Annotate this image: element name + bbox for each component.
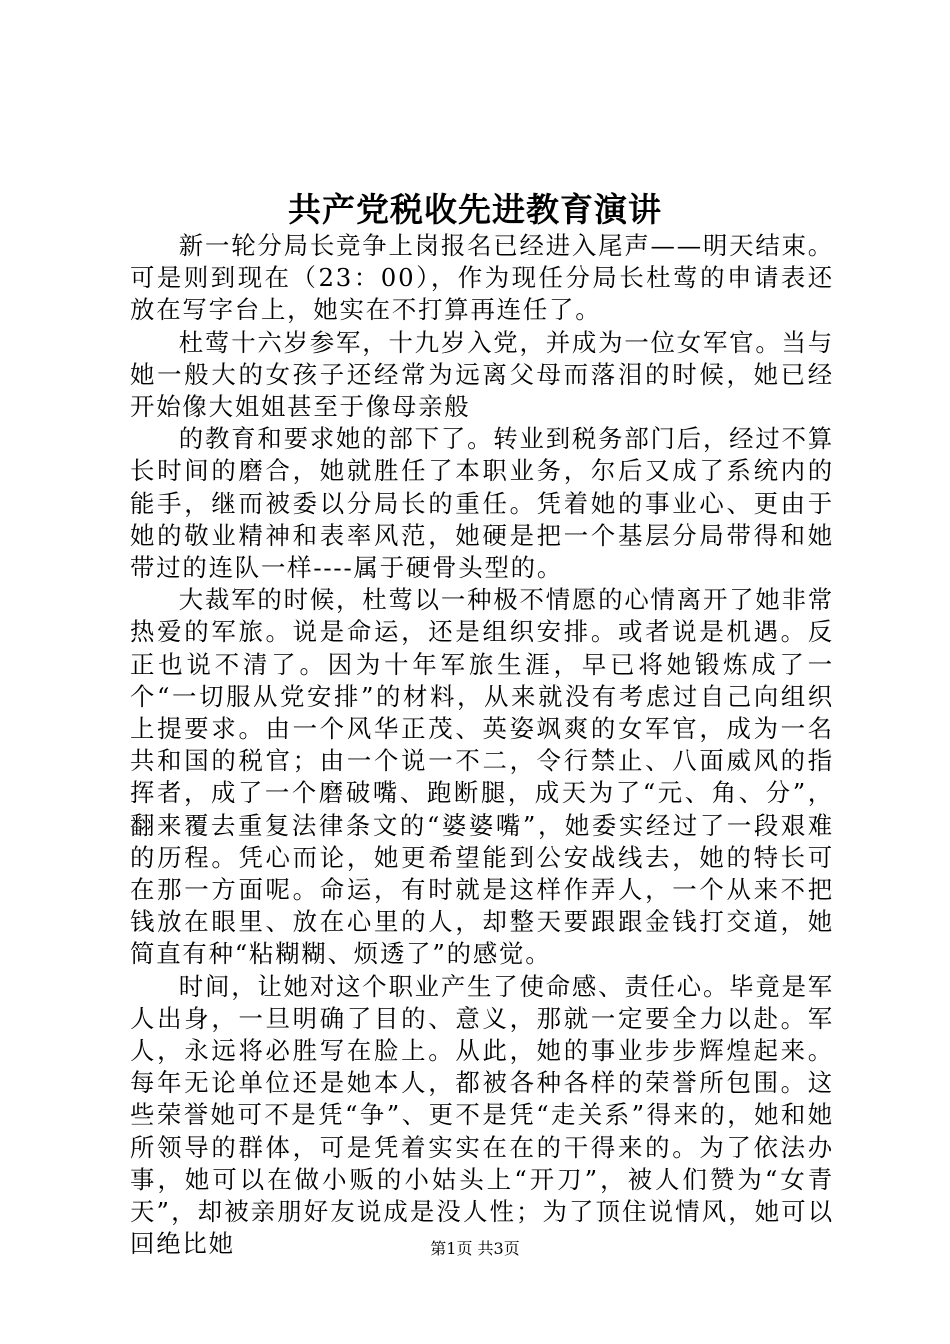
document-title: 共产党税收先进教育演讲	[288, 190, 662, 229]
paragraph: 新一轮分局长竞争上岗报名已经进入尾声——明天结束。可是则到现在（23：00），作为现任分局长杜莺的申请表还放在写字台上，她实在不打算再连任了。	[130, 231, 834, 325]
paragraph: 时间，让她对这个职业产生了使命感、责任心。毕竟是军人出身，一旦明确了目的、意义，那就一定要全力以赴。军人，永远将必胜写在脸上。从此，她的事业步步辉煌起来。每年无论单位还是她本人，都被各种各样的荣誉所包围。这些荣誉她可不是凭“争”、更不是凭“走关系”得来的，她和她所领导的群体，可是凭着实实在在的干得来的。为了依法办事，她可以在做小贩的小姑头上“开刀”，被人们赞为“女青天”，却被亲朋好友说成是没人性；为了顶住说情风，她可以回绝比她	[130, 971, 834, 1259]
paragraph: 大裁军的时候，杜莺以一种极不情愿的心情离开了她非常热爱的军旅。说是命运，还是组织安排。或者说是机遇。反正也说不清了。因为十年军旅生涯，早已将她锻炼成了一个“一切服从党安排”的材料，从来就没有考虑过自己向组织上提要求。由一个风华正茂、英姿飒爽的女军官，成为一名共和国的税官；由一个说一不二，令行禁止、八面威风的指挥者，成了一个磨破嘴、跑断腿，成天为了“元、角、分”，翻来覆去重复法律条文的“婆婆嘴”，她委实经过了一段艰难的历程。凭心而论，她更希望能到公安战线去，她的特长可在那一方面呢。命运，有时就是这样作弄人，一个从来不把钱放在眼里、放在心里的人，却整天要跟跟金钱打交道，她简直有种“粘糊糊、烦透了”的感觉。	[130, 585, 834, 969]
page-footer: 第1页 共3页	[430, 1239, 520, 1258]
paragraph: 杜莺十六岁参军，十九岁入党，并成为一位女军官。当与她一般大的女孩子还经常为远离父母而落泪的时候，她已经开始像大姐姐甚至于像母亲般	[130, 327, 834, 422]
document-body	[130, 230, 834, 1261]
paragraph: 的教育和要求她的部下了。转业到税务部门后，经过不算长时间的磨合，她就胜任了本职业务，尔后又成了系统内的能手，继而被委以分局长的重任。凭着她的事业心、更由于她的敬业精神和表率风范，她硬是把一个基层分局带得和她带过的连队一样----属于硬骨头型的。	[130, 424, 834, 583]
